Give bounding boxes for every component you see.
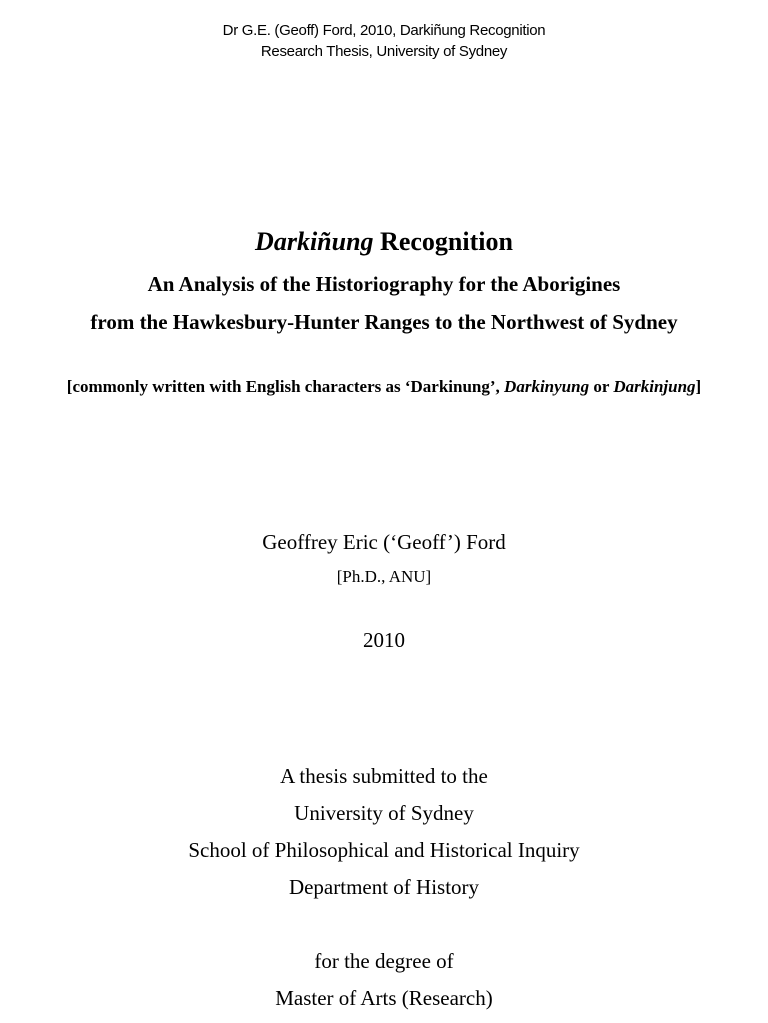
spelling-variant-2: Darkinjung — [613, 377, 696, 396]
spelling-note-middle: or — [589, 377, 614, 396]
author-credentials: [Ph.D., ANU] — [336, 567, 432, 586]
subtitle-line-1: An Analysis of the Historiography for the Aborigines — [147, 272, 621, 296]
author-name: Geoffrey Eric (‘Geoff’) Ford — [262, 530, 506, 554]
running-header-line-2: Research Thesis, University of Sydney — [260, 43, 508, 60]
thesis-title-rest: Recognition — [373, 227, 513, 256]
submission-university: University of Sydney — [294, 801, 474, 825]
spelling-note — [0, 377, 768, 397]
thesis-title — [0, 227, 768, 257]
thesis-title-italic: Darkiñung — [255, 227, 374, 256]
running-header-line-1: Dr G.E. (Geoff) Ford, 2010, Darkiñung Recognition — [222, 22, 546, 39]
submission-school: School of Philosophical and Historical Inquiry — [188, 838, 580, 862]
subtitle-line-2: from the Hawkesbury-Hunter Ranges to the Northwest of Sydney — [90, 310, 678, 334]
submission-line-1: A thesis submitted to the — [280, 764, 488, 788]
spelling-variant-1: Darkinyung — [504, 377, 590, 396]
degree-name: Master of Arts (Research) — [275, 986, 493, 1010]
submission-department: Department of History — [288, 875, 480, 899]
thesis-year: 2010 — [363, 628, 405, 652]
degree-intro: for the degree of — [314, 949, 454, 973]
spelling-note-prefix: [commonly written with English characters as ‘Darkinung’, — [66, 377, 505, 396]
spelling-note-suffix: ] — [695, 377, 702, 396]
